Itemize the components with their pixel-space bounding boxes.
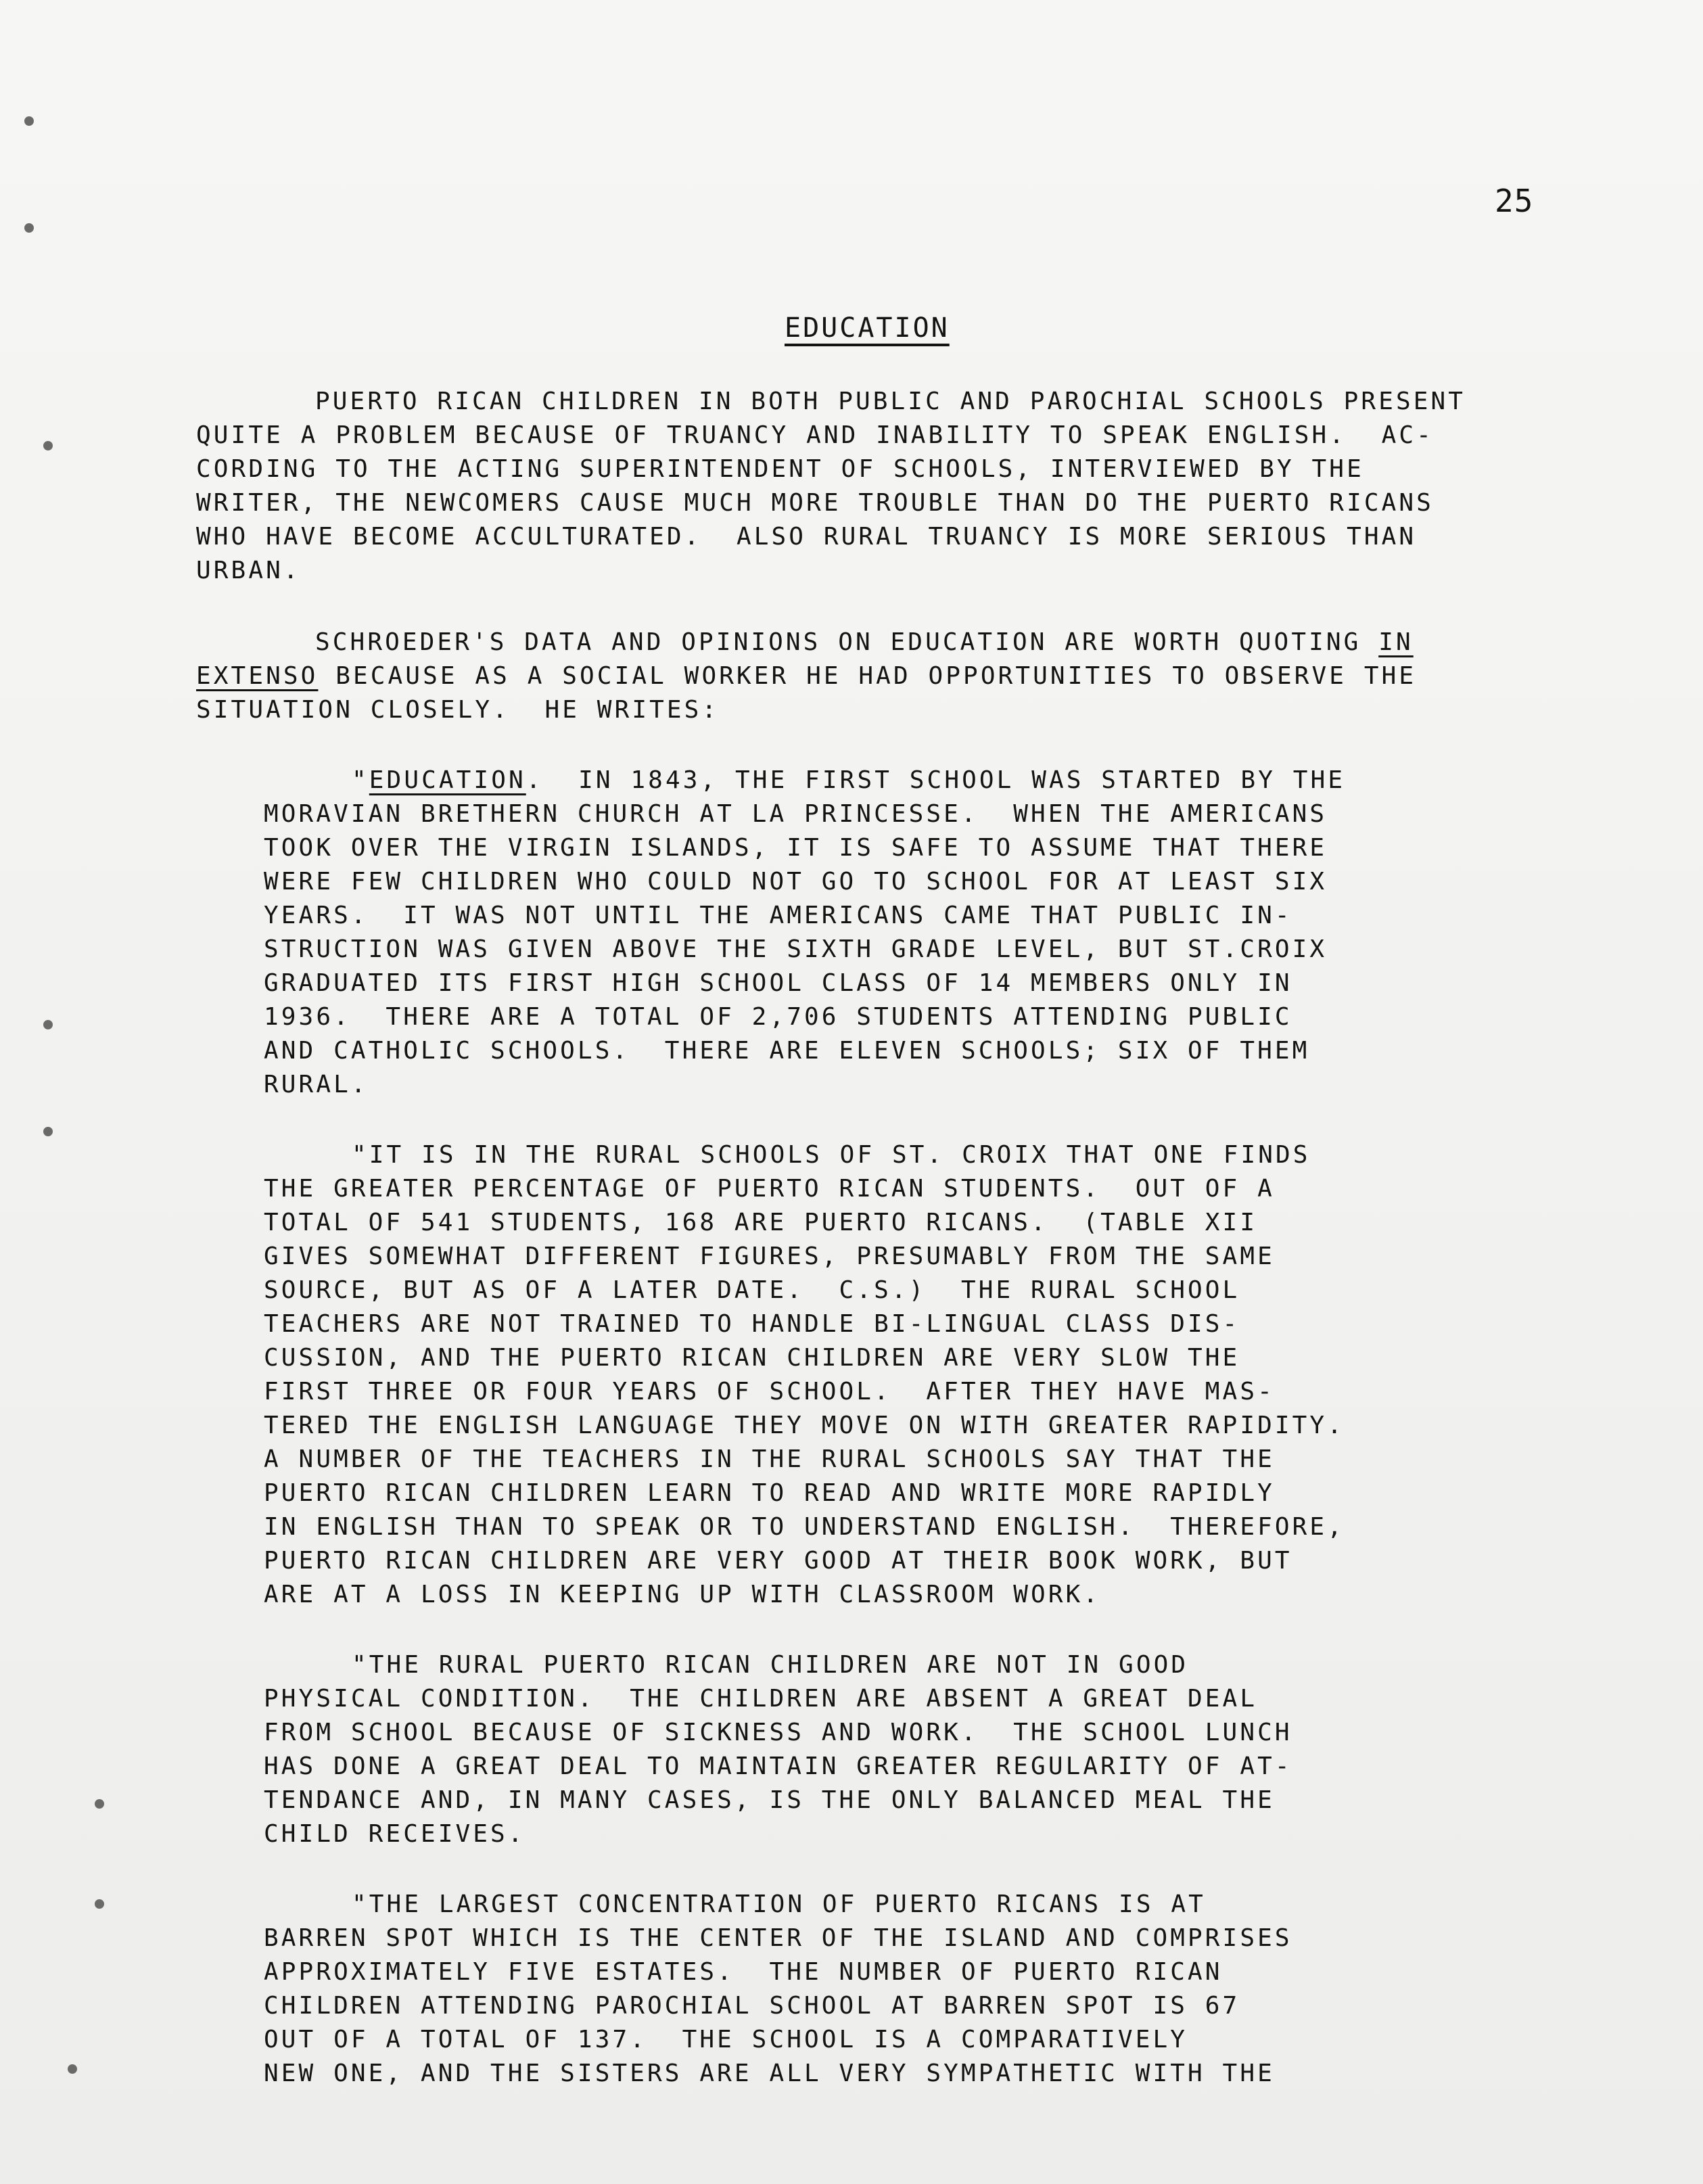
text-line: GRADUATED ITS FIRST HIGH SCHOOL CLASS OF 14 MEMBERS ONLY IN — [264, 969, 1292, 997]
binder-hole — [43, 1020, 53, 1029]
text-line: PUERTO RICAN CHILDREN ARE VERY GOOD AT THEIR BOOK WORK, BUT — [264, 1547, 1292, 1575]
text-line: SITUATION CLOSELY. HE WRITES: — [196, 696, 720, 724]
text-span: . IN 1843, THE FIRST SCHOOL WAS STARTED BY THE — [526, 766, 1346, 794]
text-line: "THE RURAL PUERTO RICAN CHILDREN ARE NOT IN GOOD — [352, 1651, 1189, 1679]
text-line: SOURCE, BUT AS OF A LATER DATE. C.S.) THE RURAL SCHOOL — [264, 1276, 1240, 1304]
text-line: THE GREATER PERCENTAGE OF PUERTO RICAN STUDENTS. OUT OF A — [264, 1175, 1275, 1203]
text-line: NEW ONE, AND THE SISTERS ARE ALL VERY SYMPATHETIC WITH THE — [264, 2060, 1275, 2087]
text-line: TEACHERS ARE NOT TRAINED TO HANDLE BI-LINGUAL CLASS DIS- — [264, 1310, 1240, 1338]
text-line: A NUMBER OF THE TEACHERS IN THE RURAL SCHOOLS SAY THAT THE — [264, 1445, 1275, 1473]
text-line: RURAL. — [264, 1071, 369, 1098]
text-line: YEARS. IT WAS NOT UNTIL THE AMERICANS CAME THAT PUBLIC IN- — [264, 902, 1292, 929]
section-heading: EDUCATION — [785, 312, 950, 344]
text-line: FROM SCHOOL BECAUSE OF SICKNESS AND WORK. THE SCHOOL LUNCH — [264, 1719, 1292, 1746]
binder-hole — [24, 223, 34, 233]
text-line: AND CATHOLIC SCHOOLS. THERE ARE ELEVEN SCHOOLS; SIX OF THEM — [264, 1037, 1310, 1065]
binder-hole — [24, 116, 34, 126]
text-span: BECAUSE AS A SOCIAL WORKER HE HAD OPPORTUNITIES TO OBSERVE THE — [318, 662, 1417, 690]
text-line: TOOK OVER THE VIRGIN ISLANDS, IT IS SAFE TO ASSUME THAT THERE — [264, 834, 1328, 862]
text-line: QUITE A PROBLEM BECAUSE OF TRUANCY AND INABILITY TO SPEAK ENGLISH. AC- — [196, 421, 1434, 449]
text-line: WHO HAVE BECOME ACCULTURATED. ALSO RURAL TRUANCY IS MORE SERIOUS THAN — [196, 523, 1417, 551]
binder-hole — [43, 441, 53, 450]
page-number: 25 — [1495, 183, 1534, 219]
text-line: APPROXIMATELY FIVE ESTATES. THE NUMBER OF PUERTO RICAN — [264, 1958, 1223, 1986]
text-line — [196, 660, 1416, 693]
text-line: OUT OF A TOTAL OF 137. THE SCHOOL IS A COMPARATIVELY — [264, 2026, 1188, 2053]
text-line: BARREN SPOT WHICH IS THE CENTER OF THE ISLAND AND COMPRISES — [264, 1924, 1292, 1952]
text-line: CORDING TO THE ACTING SUPERINTENDENT OF SCHOOLS, INTERVIEWED BY THE — [196, 455, 1364, 483]
underlined-text: EXTENSO — [196, 662, 319, 690]
binder-hole — [43, 1127, 53, 1136]
underlined-text: IN — [1378, 628, 1414, 656]
text-line: URBAN. — [196, 557, 301, 584]
text-line: TERED THE ENGLISH LANGUAGE THEY MOVE ON WITH GREATER RAPIDITY. — [264, 1412, 1345, 1439]
binder-hole — [95, 1899, 104, 1909]
text-line: TENDANCE AND, IN MANY CASES, IS THE ONLY BALANCED MEAL THE — [264, 1786, 1275, 1814]
text-line: GIVES SOMEWHAT DIFFERENT FIGURES, PRESUMABLY FROM THE SAME — [264, 1242, 1275, 1270]
binder-hole — [68, 2064, 77, 2074]
underlined-text: EDUCATION — [369, 766, 526, 794]
text-line: FIRST THREE OR FOUR YEARS OF SCHOOL. AFTER THEY HAVE MAS- — [264, 1378, 1275, 1405]
text-line — [315, 626, 1414, 659]
text-line: PUERTO RICAN CHILDREN LEARN TO READ AND WRITE MORE RAPIDLY — [264, 1479, 1275, 1507]
text-line: PUERTO RICAN CHILDREN IN BOTH PUBLIC AND PAROCHIAL SCHOOLS PRESENT — [315, 388, 1466, 415]
text-line: CUSSION, AND THE PUERTO RICAN CHILDREN ARE VERY SLOW THE — [264, 1344, 1240, 1372]
text-line: PHYSICAL CONDITION. THE CHILDREN ARE ABSENT A GREAT DEAL — [264, 1685, 1258, 1713]
text-line: TOTAL OF 541 STUDENTS, 168 ARE PUERTO RICANS. (TABLE XII — [264, 1209, 1258, 1236]
text-line: HAS DONE A GREAT DEAL TO MAINTAIN GREATER REGULARITY OF AT- — [264, 1752, 1292, 1780]
text-line: CHILD RECEIVES. — [264, 1820, 526, 1848]
text-line — [352, 764, 1345, 797]
text-line: WERE FEW CHILDREN WHO COULD NOT GO TO SCHOOL FOR AT LEAST SIX — [264, 868, 1328, 896]
text-line: MORAVIAN BRETHERN CHURCH AT LA PRINCESSE. WHEN THE AMERICANS — [264, 800, 1328, 828]
text-line: IN ENGLISH THAN TO SPEAK OR TO UNDERSTAND ENGLISH. THEREFORE, — [264, 1513, 1345, 1541]
text-line: CHILDREN ATTENDING PAROCHIAL SCHOOL AT BARREN SPOT IS 67 — [264, 1992, 1240, 2020]
text-line: "THE LARGEST CONCENTRATION OF PUERTO RICANS IS AT — [352, 1890, 1206, 1918]
text-span: " — [352, 766, 369, 794]
text-line: 1936. THERE ARE A TOTAL OF 2,706 STUDENTS ATTENDING PUBLIC — [264, 1003, 1292, 1031]
text-span: SCHROEDER'S DATA AND OPINIONS ON EDUCATION ARE WORTH QUOTING — [315, 628, 1379, 656]
text-line: STRUCTION WAS GIVEN ABOVE THE SIXTH GRADE LEVEL, BUT ST.CROIX — [264, 935, 1328, 963]
binder-hole — [95, 1799, 104, 1809]
text-line: WRITER, THE NEWCOMERS CAUSE MUCH MORE TROUBLE THAN DO THE PUERTO RICANS — [196, 489, 1434, 517]
text-line: "IT IS IN THE RURAL SCHOOLS OF ST. CROIX THAT ONE FINDS — [352, 1141, 1311, 1169]
text-line: ARE AT A LOSS IN KEEPING UP WITH CLASSROOM WORK. — [264, 1581, 1101, 1608]
